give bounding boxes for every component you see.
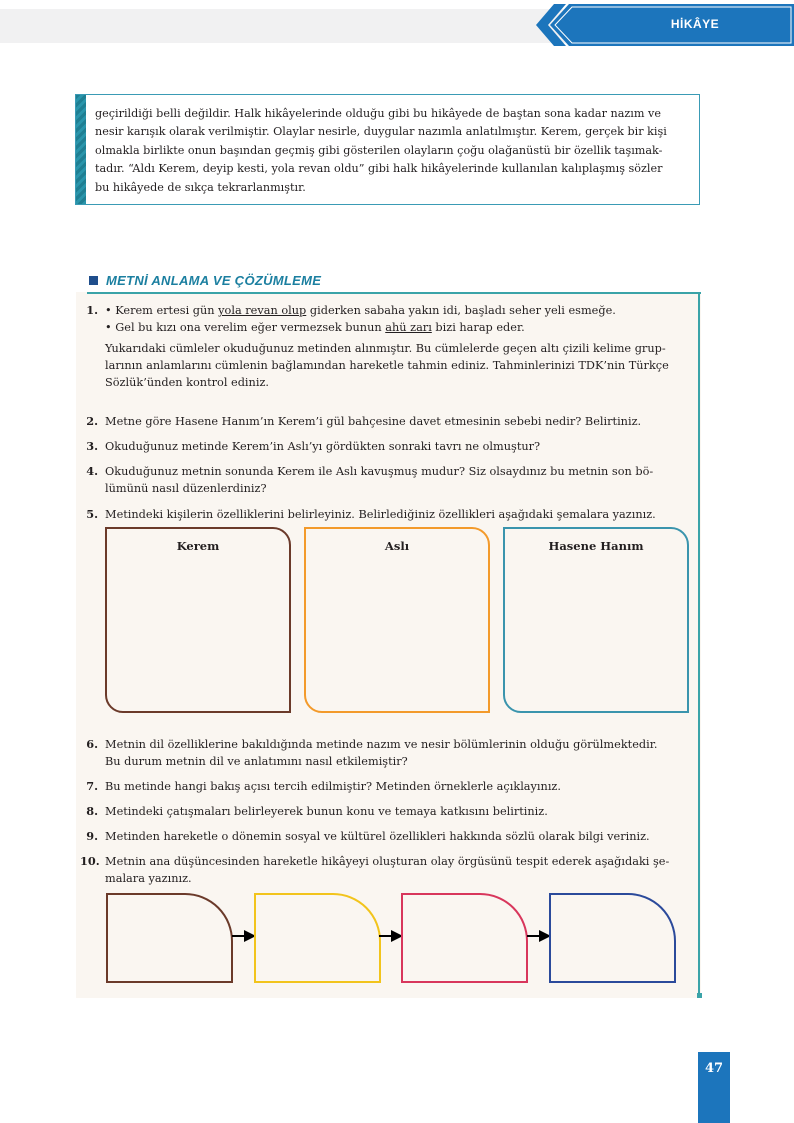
question-text: Okuduğunuz metnin sonunda Kerem ile Aslı kavuşmuş mudur? Siz olsaydınız bu metnin son bö- — [105, 465, 654, 478]
info-line: nesir karışık olarak verilmiştir. Olaylar nesirle, duygular nazımla anlatılmıştır. Kerem, gerçek bir kişi — [95, 125, 667, 139]
character-label: Hasene Hanım — [548, 539, 644, 553]
question-text: Metindeki çatışmaları belirleyerek bunun konu ve temaya katkısını belirtiniz. — [105, 805, 548, 818]
q1-bullet2-pre: • Gel bu kızı ona verelim eğer vermezsek bunun — [105, 321, 386, 334]
question-text: Metne göre Hasene Hanım’ın Kerem’i gül bahçesine davet etmesinin sebebi nedir? Belirtiniz. — [105, 415, 642, 428]
q1-text-line: Yukarıdaki cümleler okuduğunuz metinden alınmıştır. Bu cümlelerde geçen altı çizili kelime grup- — [105, 342, 666, 355]
arrow-right-icon — [379, 929, 403, 943]
question-number: 9. — [86, 829, 98, 843]
q1-underlined-phrase: ahü zarı — [385, 321, 432, 334]
character-box-hasene-hanim[interactable] — [503, 527, 689, 713]
character-label: Kerem — [176, 539, 220, 553]
plot-flow-box-2[interactable] — [254, 893, 381, 983]
question-text: Metnin dil özelliklerine bakıldığında metinde nazım ve nesir bölümlerinin olduğu görülmektedir. — [105, 738, 658, 751]
info-line: tadır. “Aldı Kerem, deyip kesti, yola revan oldu” gibi halk hikâyelerinde kullanılan kalıplaşmış sözler — [95, 162, 663, 176]
info-line: olmakla birlikte onun başından geçmiş gibi gösterilen olayların çoğu olağanüstü bir özellik taşımak- — [95, 143, 663, 157]
question-number: 5. — [86, 507, 98, 521]
question-text: Metnin ana düşüncesinden hareketle hikâyeyi oluşturan olay örgüsünü tespit ederek aşağıdaki şe- — [105, 855, 670, 868]
plot-flow-box-3[interactable] — [401, 893, 528, 983]
panel-border-top — [87, 292, 701, 294]
question-number: 8. — [86, 804, 98, 818]
question-text: Bu metinde hangi bakış açısı tercih edilmiştir? Metinden örneklerle açıklayınız. — [105, 780, 561, 793]
plot-flow-box-4[interactable] — [549, 893, 676, 983]
q1-bullet1-post: giderken sabaha yakın idi, başladı seher yeli esmeğe. — [306, 304, 616, 317]
info-stripe — [76, 95, 86, 204]
page-number: 47 — [704, 1061, 724, 1076]
panel-border-right — [698, 292, 700, 996]
info-text — [95, 105, 689, 197]
info-box — [75, 94, 700, 205]
panel-corner-dot — [697, 993, 702, 998]
question-number: 3. — [86, 439, 98, 453]
question-text: Metindeki kişilerin özelliklerini belirleyiniz. Belirlediğiniz özellikleri aşağıdaki şemalara yazınız. — [105, 508, 656, 521]
square-bullet-icon — [89, 276, 98, 285]
question-text: Metinden hareketle o dönemin sosyal ve kültürel özellikleri hakkında sözlü olarak bilgi veriniz. — [105, 830, 650, 843]
q1-text-line: Sözlük’ünden kontrol ediniz. — [105, 376, 269, 389]
question-number: 2. — [86, 414, 98, 428]
q1-text-line: larının anlamlarını cümlenin bağlamından hareketle tahmin ediniz. Tahminlerinizi TDK’nin Türkçe — [105, 359, 669, 372]
question-number: 4. — [86, 464, 98, 478]
question-text: Okuduğunuz metinde Kerem’in Aslı’yı gördükten sonraki tavrı ne olmuştur? — [105, 440, 541, 453]
plot-flow-box-1[interactable] — [106, 893, 233, 983]
info-line: bu hikâyede de sıkça tekrarlanmıştır. — [95, 180, 306, 194]
section-heading — [89, 271, 321, 289]
question-number: 10. — [80, 854, 100, 868]
question-number: 6. — [86, 737, 98, 751]
question-text: Bu durum metnin dil ve anlatımını nasıl etkilemiştir? — [105, 755, 408, 768]
question-number: 1. — [86, 303, 98, 317]
q1-bullet1-pre: • Kerem ertesi gün — [105, 304, 219, 317]
character-box-asli[interactable] — [304, 527, 490, 713]
question-text: lümünü nasıl düzenlerdiniz? — [105, 482, 267, 495]
page-number-tab — [698, 1052, 730, 1123]
q1-bullet2-post: bizi harap eder. — [431, 321, 525, 334]
chapter-title: HİKÂYE — [670, 17, 720, 31]
question-text: malara yazınız. — [105, 872, 192, 885]
arrow-right-icon — [527, 929, 551, 943]
question-1 — [80, 302, 690, 402]
info-line: geçirildiği belli değildir. Halk hikâyelerinde olduğu gibi bu hikâyede de baştan sona kadar nazım ve — [95, 107, 661, 120]
section-title: METNİ ANLAMA VE ÇÖZÜMLEME — [106, 272, 322, 288]
q1-underlined-phrase: yola revan olup — [218, 304, 307, 317]
arrow-right-icon — [232, 929, 256, 943]
question-number: 7. — [86, 779, 98, 793]
character-label: Aslı — [384, 539, 410, 553]
character-box-kerem[interactable] — [105, 527, 291, 713]
